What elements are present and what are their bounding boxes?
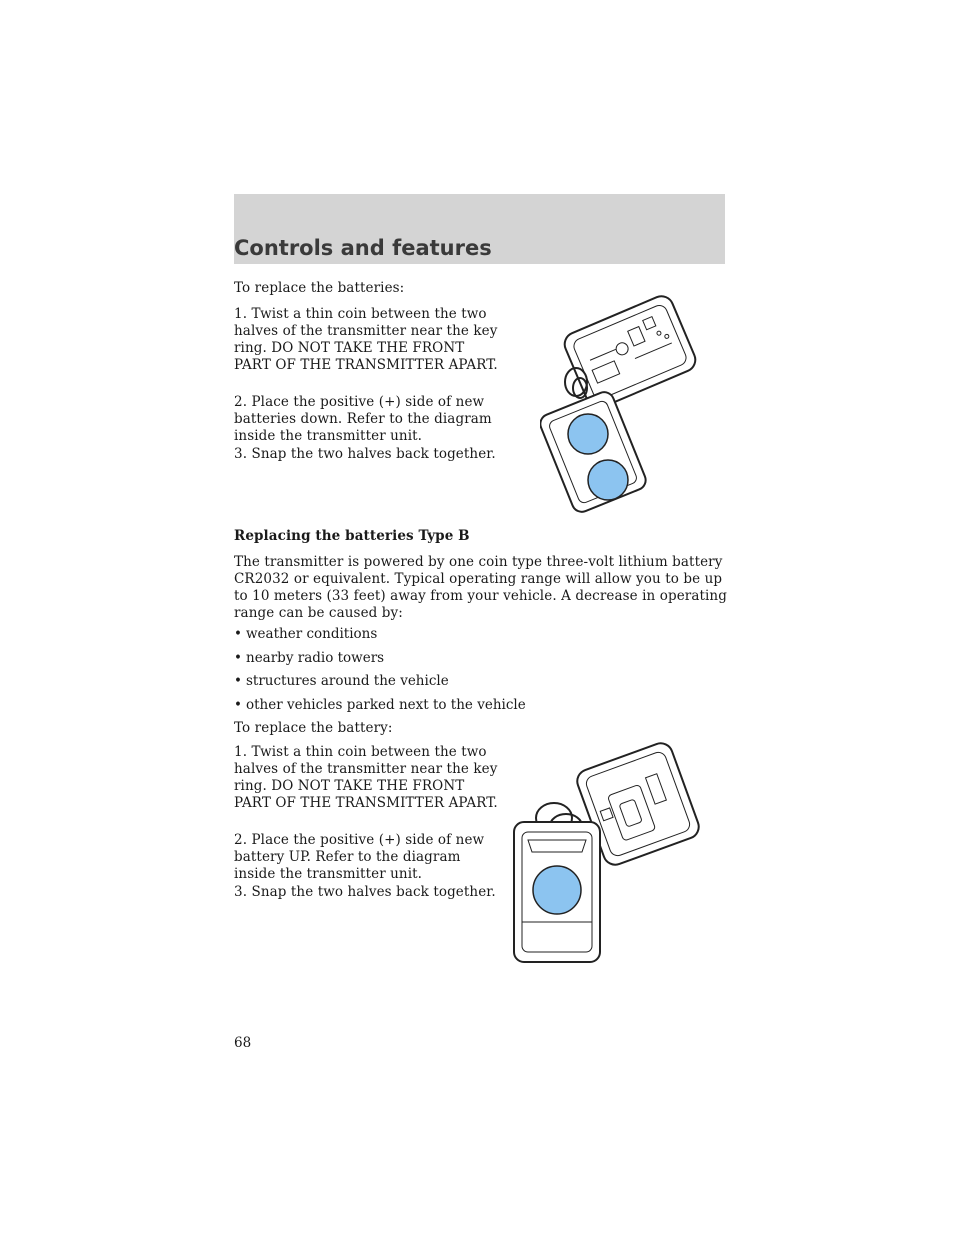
type-b-heading: Replacing the batteries Type B — [234, 528, 470, 544]
bullet-item: • weather conditions — [234, 626, 378, 642]
type-a-step-3: 3. Snap the two halves back together. — [234, 446, 496, 462]
section-title: Controls and features — [234, 236, 492, 260]
type-a-intro: To replace the batteries: — [234, 280, 405, 296]
type-b-step-3: 3. Snap the two halves back together. — [234, 884, 496, 900]
type-a-step-1: 1. Twist a thin coin between the two halves of the transmitter near the key ring. DO NOT TAKE THE FRONT PART OF THE TRANSMITTER APART. — [234, 306, 498, 373]
transmitter-type-b-bottom-half — [514, 822, 600, 962]
bullet-icon: • — [234, 697, 242, 713]
type-a-step-2: 2. Place the positive (+) side of new batteries down. Refer to the diagram inside the transmitter unit. — [234, 394, 492, 444]
bullet-item: • other vehicles parked next to the vehicle — [234, 697, 526, 713]
bullet-icon: • — [234, 673, 242, 689]
bullet-item: • structures around the vehicle — [234, 673, 449, 689]
transmitter-type-a-bottom-half — [540, 389, 649, 515]
transmitter-type-b-diagram — [508, 740, 708, 968]
transmitter-type-a-diagram — [540, 282, 705, 527]
type-b-intro: To replace the battery: — [234, 720, 393, 736]
page-number: 68 — [234, 1035, 252, 1051]
type-b-paragraph: The transmitter is powered by one coin type three-volt lithium battery CR2032 or equivalent. Typical operating range will allow you to be up to 10 meters (33 feet) away from your vehicle. A decrease in operating range can be caused by: — [234, 554, 727, 621]
battery-icon — [533, 866, 581, 914]
battery-icon — [588, 460, 628, 500]
bullet-icon: • — [234, 650, 242, 666]
type-b-step-2: 2. Place the positive (+) side of new battery UP. Refer to the diagram inside the transmitter unit. — [234, 832, 485, 882]
bullet-icon: • — [234, 626, 242, 642]
bullet-item: • nearby radio towers — [234, 650, 385, 666]
type-b-step-1: 1. Twist a thin coin between the two halves of the transmitter near the key ring. DO NOT TAKE THE FRONT PART OF THE TRANSMITTER APART. — [234, 744, 498, 811]
battery-icon — [568, 414, 608, 454]
